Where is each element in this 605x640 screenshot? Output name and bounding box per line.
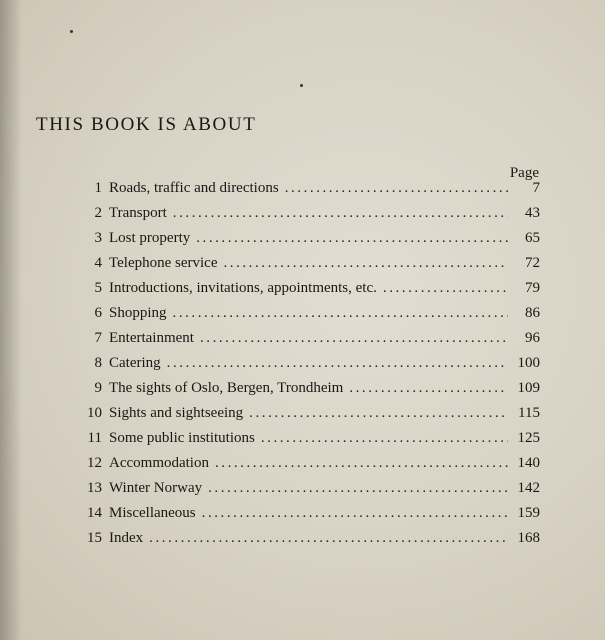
dot-leader <box>285 180 508 197</box>
chapter-title: Winter Norway <box>109 480 203 496</box>
page-number: 79 <box>525 280 540 296</box>
ink-speck <box>300 84 303 87</box>
toc-entry <box>84 305 540 330</box>
toc-entry <box>84 205 540 230</box>
chapter-title: Sights and sightseeing <box>109 405 244 421</box>
dot-leader <box>249 405 508 422</box>
page-number: 140 <box>517 455 540 471</box>
chapter-title: Transport <box>109 205 167 221</box>
toc-entry <box>84 230 540 255</box>
page-number: 159 <box>517 505 540 521</box>
toc-entry <box>84 355 540 380</box>
chapter-number: 14 <box>87 505 102 521</box>
page-number: 168 <box>517 530 540 546</box>
chapter-title: Lost property <box>109 230 191 246</box>
dot-leader <box>202 505 508 522</box>
toc-entry <box>84 330 540 355</box>
dot-leader <box>208 480 508 497</box>
chapter-number: 6 <box>94 305 102 321</box>
toc-entry <box>84 280 540 305</box>
chapter-number: 1 <box>94 180 102 196</box>
chapter-title: Roads, traffic and directions <box>109 180 279 196</box>
chapter-title: The sights of Oslo, Bergen, Trondheim <box>109 380 344 396</box>
dot-leader <box>383 280 508 297</box>
page-number: 72 <box>525 255 540 271</box>
page-number: 65 <box>525 230 540 246</box>
dot-leader <box>223 255 508 272</box>
dot-leader <box>173 305 508 322</box>
chapter-title: Shopping <box>109 305 167 321</box>
chapter-title: Accommodation <box>109 455 209 471</box>
chapter-number: 4 <box>94 255 102 271</box>
page-number: 109 <box>517 380 540 396</box>
dot-leader <box>349 380 508 397</box>
chapter-number: 12 <box>87 455 102 471</box>
toc-entry <box>84 505 540 530</box>
toc-entry <box>84 255 540 280</box>
page-column-header: Page <box>509 165 539 181</box>
dot-leader <box>167 355 508 372</box>
page-number: 86 <box>525 305 540 321</box>
chapter-number: 10 <box>87 405 102 421</box>
chapter-title: Telephone service <box>109 255 218 271</box>
dot-leader <box>215 455 508 472</box>
toc-entry <box>84 480 540 505</box>
toc-entry <box>84 405 540 430</box>
chapter-title: Index <box>109 530 144 546</box>
toc-entry <box>84 530 540 555</box>
dot-leader <box>261 430 508 447</box>
chapter-number: 7 <box>94 330 102 346</box>
ink-speck <box>70 30 73 33</box>
chapter-title: Introductions, invitations, appointments, etc. <box>109 280 377 296</box>
toc-entry <box>84 180 540 205</box>
chapter-number: 13 <box>87 480 102 496</box>
toc-entry <box>84 455 540 480</box>
chapter-title: Entertainment <box>109 330 194 346</box>
chapter-number: 15 <box>87 530 102 546</box>
chapter-number: 2 <box>94 205 102 221</box>
page-number: 7 <box>532 180 540 196</box>
spine-shadow <box>0 0 22 640</box>
table-of-contents <box>84 180 540 555</box>
page-number: 43 <box>525 205 540 221</box>
chapter-title: Miscellaneous <box>109 505 196 521</box>
page-number: 96 <box>525 330 540 346</box>
page-number: 125 <box>517 430 540 446</box>
page-title: THIS BOOK IS ABOUT <box>36 114 257 135</box>
dot-leader <box>173 205 508 222</box>
chapter-number: 3 <box>94 230 102 246</box>
toc-entry <box>84 430 540 455</box>
chapter-number: 11 <box>87 430 102 446</box>
chapter-title: Catering <box>109 355 161 371</box>
page-number: 142 <box>517 480 540 496</box>
chapter-number: 8 <box>94 355 102 371</box>
toc-entry <box>84 380 540 405</box>
dot-leader <box>149 530 508 547</box>
page-number: 100 <box>517 355 540 371</box>
chapter-number: 9 <box>94 380 102 396</box>
dot-leader <box>196 230 508 247</box>
chapter-number: 5 <box>94 280 102 296</box>
chapter-title: Some public institutions <box>109 430 255 446</box>
page-number: 115 <box>518 405 540 421</box>
dot-leader <box>200 330 508 347</box>
